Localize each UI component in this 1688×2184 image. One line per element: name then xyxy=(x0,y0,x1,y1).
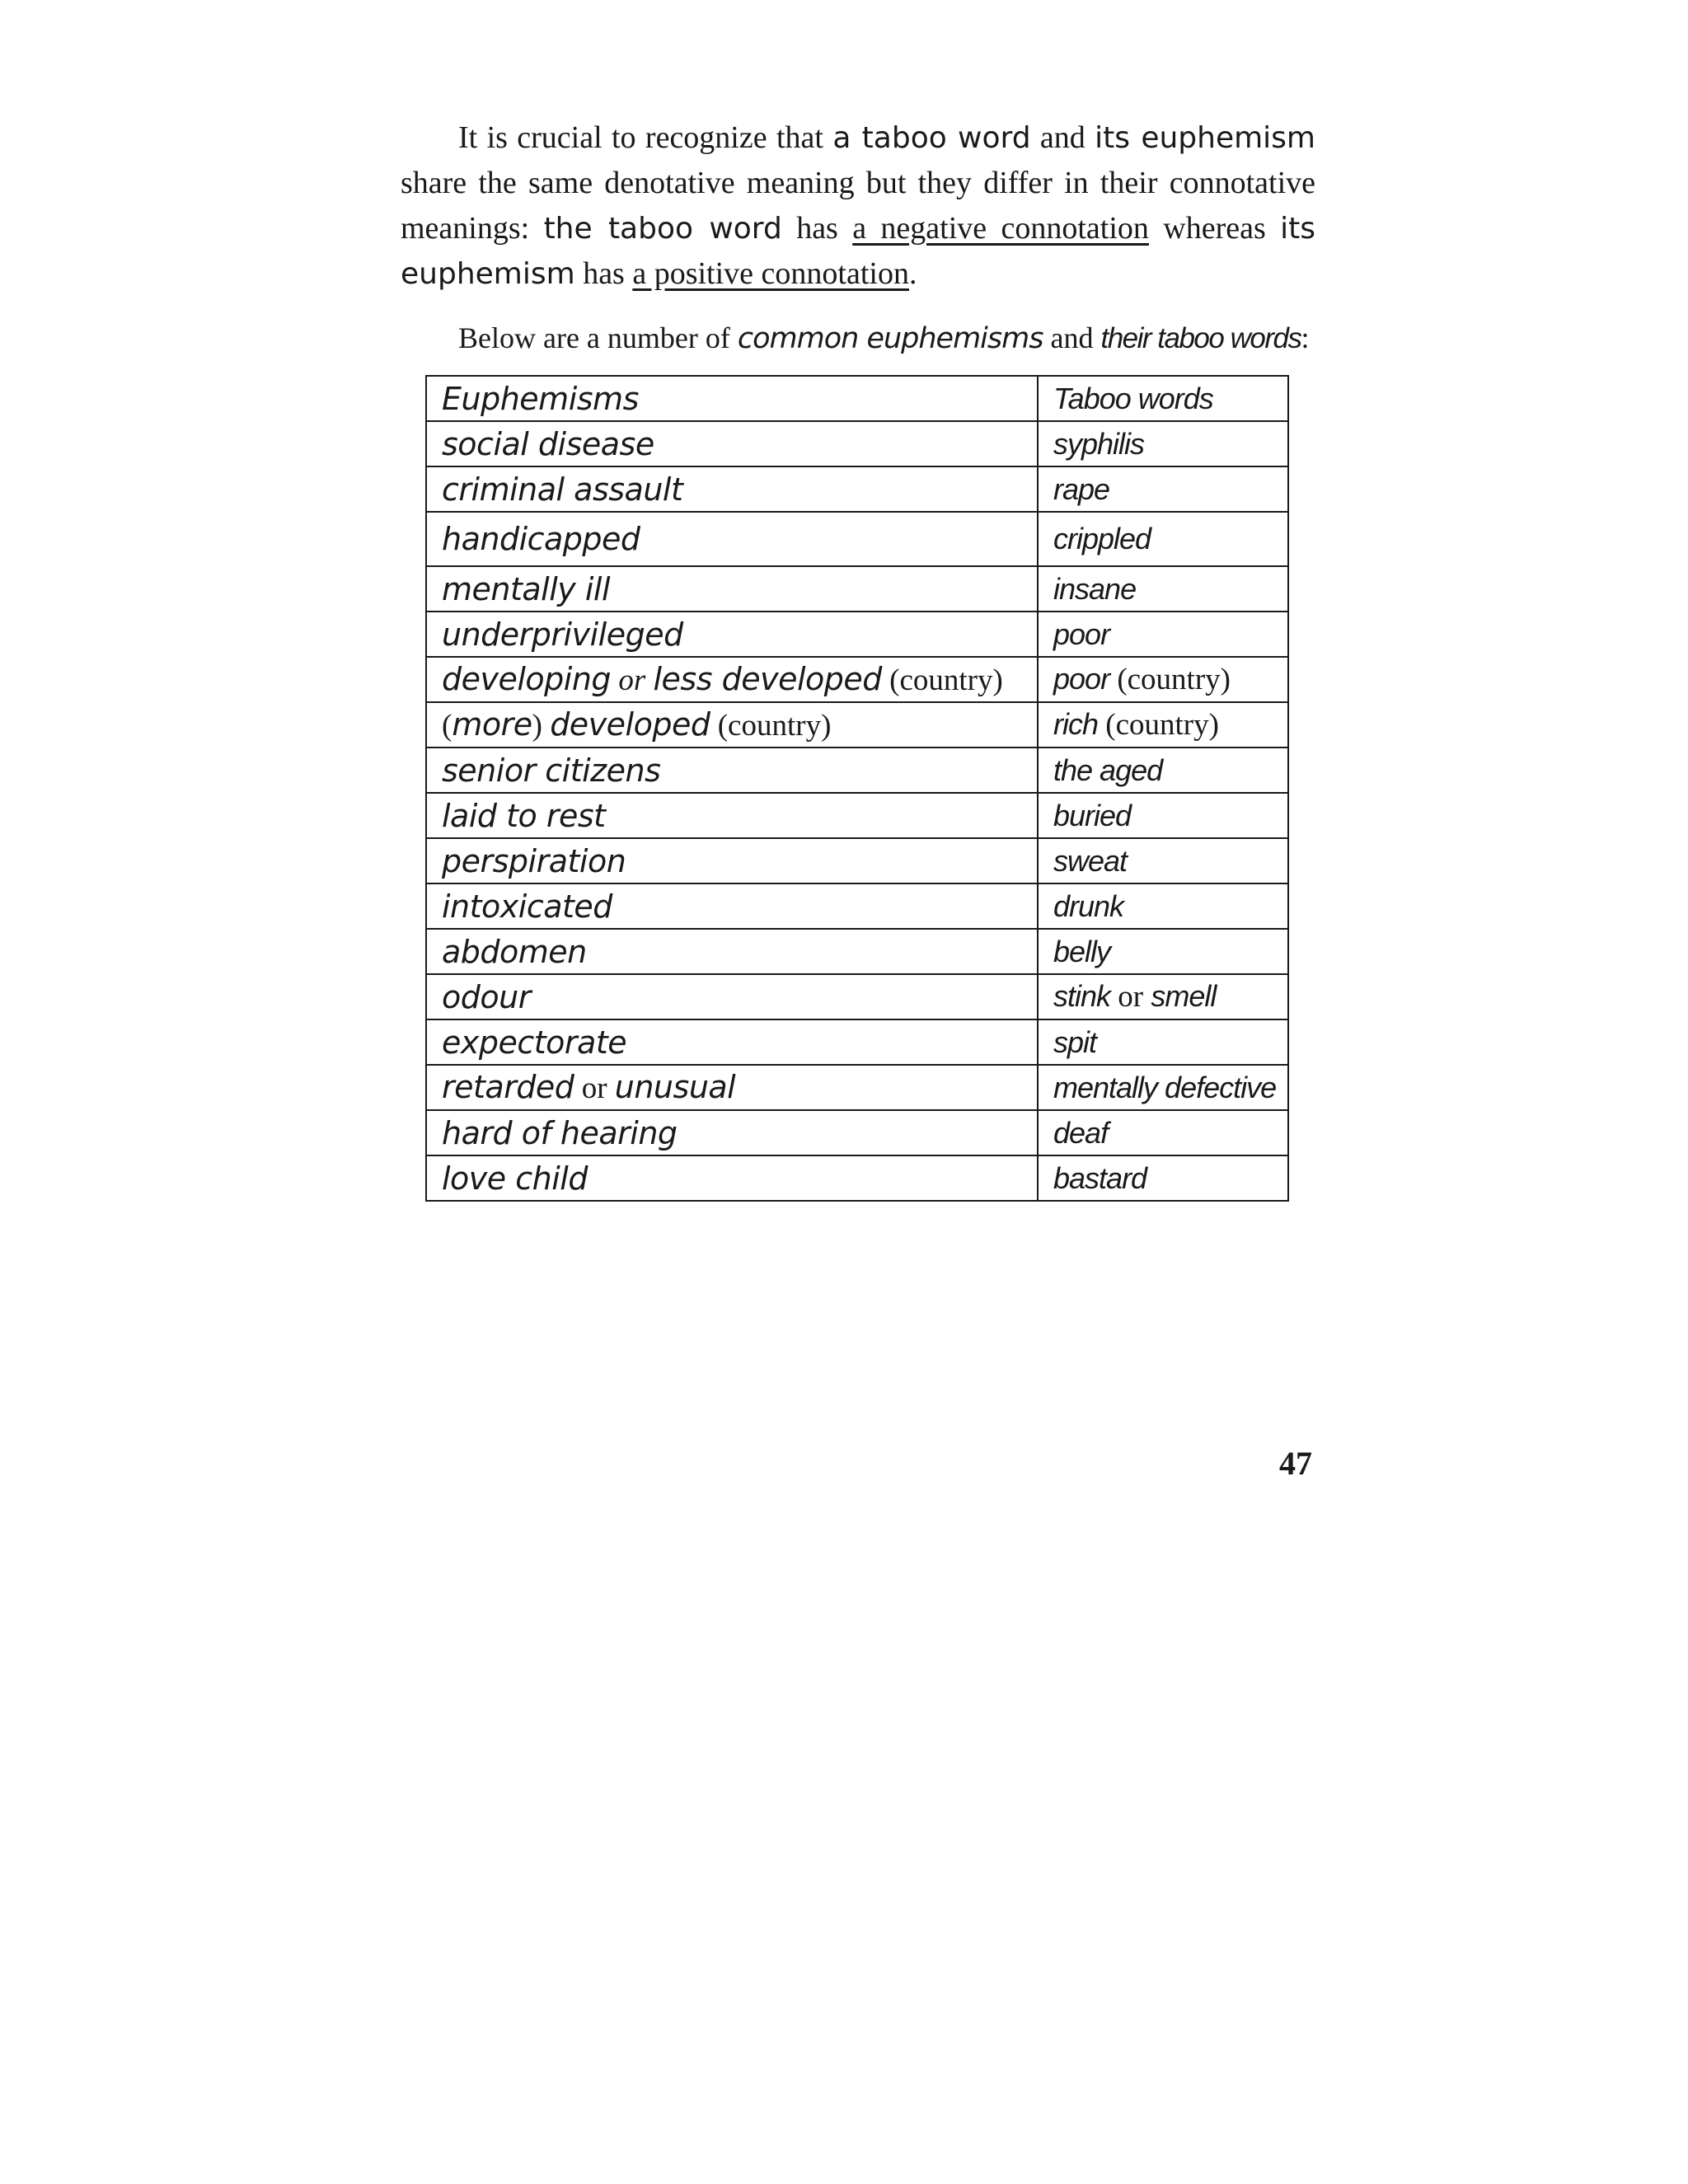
taboo-cell: spit xyxy=(1038,1019,1288,1065)
taboo-cell: mentally defective xyxy=(1038,1065,1288,1110)
connector-or: or xyxy=(574,1071,615,1105)
euphemism-cell: underprivileged xyxy=(426,612,1038,657)
table-row xyxy=(426,566,1288,612)
table-row xyxy=(426,657,1288,702)
euphemism-cell xyxy=(426,657,1038,702)
taboo-cell: insane xyxy=(1038,566,1288,612)
taboo-cell xyxy=(1038,702,1288,748)
euphemism-cell: handicapped xyxy=(426,512,1038,566)
euphemism-cell: perspiration xyxy=(426,838,1038,883)
euphemism-cell: love child xyxy=(426,1155,1038,1201)
para-text: It is crucial to recognize that xyxy=(458,120,833,155)
header-euphemisms: Euphemisms xyxy=(426,376,1038,421)
term-taboo-word: a taboo word xyxy=(832,121,1031,155)
para-text: and xyxy=(1030,120,1095,155)
taboo-cell xyxy=(1038,657,1288,702)
header-taboo-words: Taboo words xyxy=(1038,376,1288,421)
euphemism-table xyxy=(425,375,1289,1202)
paren-close: ) xyxy=(532,709,551,743)
body-paragraph xyxy=(401,115,1315,297)
euphemism-cell: odour xyxy=(426,974,1038,1019)
term-the-taboo-word: the taboo word xyxy=(543,212,782,246)
connector-or: or xyxy=(1110,980,1151,1014)
taboo-cell: belly xyxy=(1038,929,1288,974)
taboo-cell: bastard xyxy=(1038,1155,1288,1201)
euphemism-part: retarded xyxy=(442,1069,574,1105)
taboo-cell: poor xyxy=(1038,612,1288,657)
taboo-part: poor xyxy=(1053,662,1110,696)
table-header-row xyxy=(426,376,1288,421)
intro-common-euphemisms: common euphemisms xyxy=(737,322,1043,355)
term-its-euphemism: its euphemism xyxy=(1095,121,1315,155)
table-row xyxy=(426,838,1288,883)
euphemism-part: developing xyxy=(442,661,612,697)
taboo-cell: buried xyxy=(1038,793,1288,838)
taboo-part: smell xyxy=(1151,979,1217,1013)
euphemism-cell: senior citizens xyxy=(426,748,1038,793)
table-intro xyxy=(458,320,1332,357)
table-row xyxy=(426,421,1288,466)
table-row xyxy=(426,1065,1288,1110)
taboo-cell: drunk xyxy=(1038,883,1288,929)
country-suffix: (country) xyxy=(710,709,832,743)
euphemism-cell: mentally ill xyxy=(426,566,1038,612)
euphemism-part: less developed xyxy=(653,661,882,697)
para-text: has xyxy=(781,211,853,246)
taboo-cell: crippled xyxy=(1038,512,1288,566)
table-row xyxy=(426,974,1288,1019)
country-suffix: (country) xyxy=(881,663,1003,697)
intro-text: : xyxy=(1301,321,1310,354)
euphemism-part: developed xyxy=(550,706,710,743)
euphemism-cell xyxy=(426,1065,1038,1110)
euphemism-cell: criminal assault xyxy=(426,466,1038,512)
euphemism-cell xyxy=(426,702,1038,748)
euphemism-cell: laid to rest xyxy=(426,793,1038,838)
taboo-part: stink xyxy=(1053,979,1111,1013)
para-text: has xyxy=(574,256,633,291)
euphemism-cell: hard of hearing xyxy=(426,1110,1038,1155)
table-row xyxy=(426,793,1288,838)
taboo-part: rich xyxy=(1053,707,1099,741)
para-text: share the same denotative meaning but they differ in their connotative meanings: xyxy=(401,166,1315,246)
taboo-cell: deaf xyxy=(1038,1110,1288,1155)
euphemism-part: unusual xyxy=(614,1069,736,1105)
country-suffix: (country) xyxy=(1098,708,1219,742)
taboo-cell: rape xyxy=(1038,466,1288,512)
paren-open: ( xyxy=(442,709,452,743)
table-row xyxy=(426,702,1288,748)
table-row xyxy=(426,929,1288,974)
euphemism-cell: intoxicated xyxy=(426,883,1038,929)
table-row xyxy=(426,1110,1288,1155)
euphemism-cell: expectorate xyxy=(426,1019,1038,1065)
intro-text: Below are a number of xyxy=(458,321,738,354)
intro-text: and xyxy=(1043,321,1101,354)
taboo-cell xyxy=(1038,974,1288,1019)
table-row xyxy=(426,512,1288,566)
para-text: . xyxy=(908,256,917,291)
euphemism-part: more xyxy=(452,706,532,743)
table-row xyxy=(426,748,1288,793)
taboo-cell: the aged xyxy=(1038,748,1288,793)
taboo-cell: syphilis xyxy=(1038,421,1288,466)
table-row xyxy=(426,612,1288,657)
term-its-euphemism-2: its euphemism xyxy=(401,212,1315,291)
euphemism-cell: abdomen xyxy=(426,929,1038,974)
intro-their-taboo-words: their taboo words xyxy=(1100,322,1301,354)
taboo-cell: sweat xyxy=(1038,838,1288,883)
table-row xyxy=(426,466,1288,512)
underlined-negative-connotation: a negative connotation xyxy=(852,211,1149,246)
table-row xyxy=(426,883,1288,929)
table-row xyxy=(426,1155,1288,1201)
underlined-positive-connotation: a positive connotation xyxy=(632,256,909,291)
page-number: 47 xyxy=(1279,1445,1312,1482)
para-text: whereas xyxy=(1148,211,1281,246)
connector-or: or xyxy=(611,663,654,697)
table-row xyxy=(426,1019,1288,1065)
country-suffix: (country) xyxy=(1109,663,1231,696)
euphemism-cell: social disease xyxy=(426,421,1038,466)
